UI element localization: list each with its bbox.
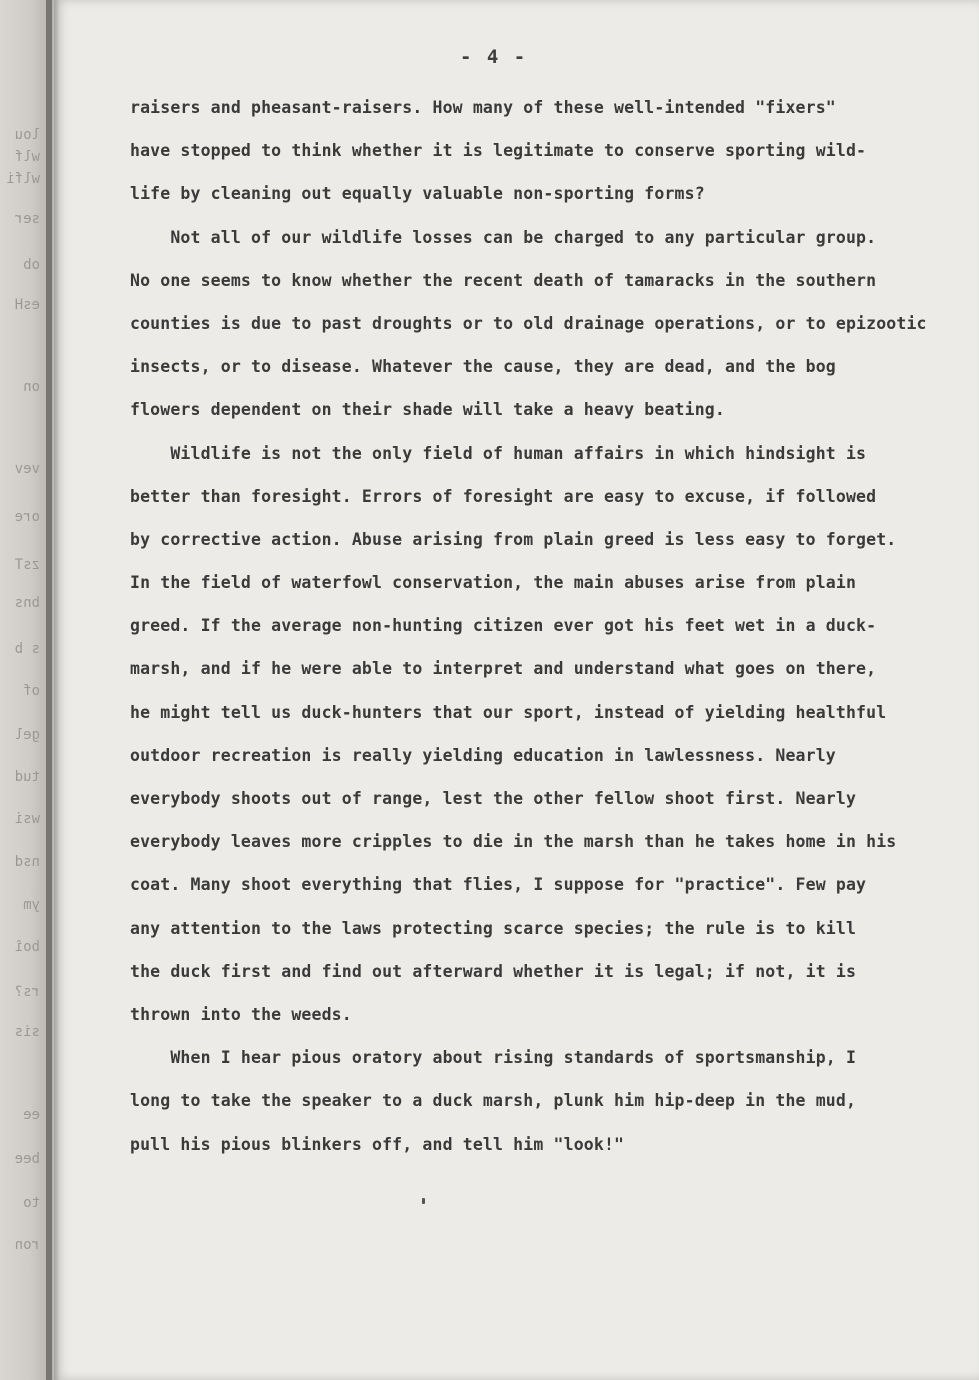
bleed-fragment: to [23,1196,40,1210]
bleed-fragment: ym [23,898,40,912]
bleed-fragment: wlfi [6,172,40,186]
bleed-fragment: boî [14,940,40,954]
text-line: he might tell us duck-hunters that our sport, instead of yielding healthful [130,702,887,722]
bleed-fragment: gel [14,728,40,742]
text-line: outdoor recreation is really yielding education in lawlessness. Nearly [130,745,836,765]
text-line: When I hear pious oratory about rising standards of sportsmanship, I [130,1048,857,1068]
text-line: counties is due to past droughts or to old drainage operations, or to epizootic [130,313,927,333]
text-line: In the field of waterfowl conservation, the main abuses arise from plain [130,573,857,593]
text-line: pull his pious blinkers off, and tell him "look!" [130,1134,625,1154]
bleed-fragment: ee [23,1108,40,1122]
bleed-fragment: ore [14,510,40,524]
bleed-fragment: bee [14,1152,40,1166]
bleed-fragment: ob [23,258,40,272]
text-line: everybody leaves more cripples to die in the marsh than he takes home in his [130,832,897,852]
page-number: - 4 - [460,46,528,68]
text-line: thrown into the weeds. [130,1004,352,1024]
text-line: life by cleaning out equally valuable non-sporting forms? [130,184,705,204]
text-line: long to take the speaker to a duck marsh, plunk him hip-deep in the mud, [130,1091,857,1111]
binding-strip [0,0,52,1380]
text-line: better than foresight. Errors of foresight are easy to excuse, if followed [130,486,877,506]
bleed-fragment: wsi [14,812,40,826]
document-page [54,0,979,1380]
text-line: everybody shoots out of range, lest the other fellow shoot first. Nearly [130,789,857,808]
bleed-fragment: of [23,684,40,698]
paragraph [130,86,970,216]
text-line: Not all of our wildlife losses can be charged to any particular group. [130,227,877,247]
bleed-fragment: s b [14,642,40,656]
bleed-fragment: wlf [14,150,40,164]
text-line: have stopped to think whether it is legitimate to conserve sporting wild- [130,141,867,161]
text-line: insects, or to disease. Whatever the cause, they are dead, and the bog [130,357,836,377]
text-line: marsh, and if he were able to interpret and understand what goes on there, [130,659,877,679]
bleed-fragment: nsd [14,855,40,869]
bleed-fragment: lou [14,128,40,142]
bleed-fragment: tud [14,770,40,784]
text-line: any attention to the laws protecting scarce species; the rule is to kill [130,918,857,938]
text-line: the duck first and find out afterward whether it is legal; if not, it is [130,961,857,981]
bleed-fragment: sis [14,1025,40,1039]
bleed-fragment: esH [14,298,40,312]
text-line: coat. Many shoot everything that flies, I suppose for "practice". Few pay [130,875,867,895]
text-line: No one seems to know whether the recent death of tamaracks in the southern [130,270,877,290]
bleed-fragment: on [23,380,40,394]
text-line: greed. If the average non-hunting citizen ever got his feet wet in a duck- [130,616,877,636]
ink-speck [422,1198,425,1204]
paragraph [130,216,970,432]
bleed-fragment: vev [14,462,40,476]
text-line: flowers dependent on their shade will take a heavy beating. [130,400,725,420]
text-line: raisers and pheasant-raisers. How many of these well-intended "fixers" [130,98,836,117]
bleed-fragment: rs? [14,985,40,999]
bleed-fragment: bns [14,596,40,610]
body-text [130,86,970,1166]
bleed-fragment: zsT [14,558,40,572]
text-line: Wildlife is not the only field of human affairs in which hindsight is [130,443,867,463]
bleed-fragment: ron [14,1238,40,1252]
paragraph [130,432,970,1037]
bleed-fragment: ser [14,212,40,226]
gutter-shadow [46,0,60,1380]
text-line: by corrective action. Abuse arising from plain greed is less easy to forget. [130,529,897,549]
paragraph [130,1036,970,1166]
